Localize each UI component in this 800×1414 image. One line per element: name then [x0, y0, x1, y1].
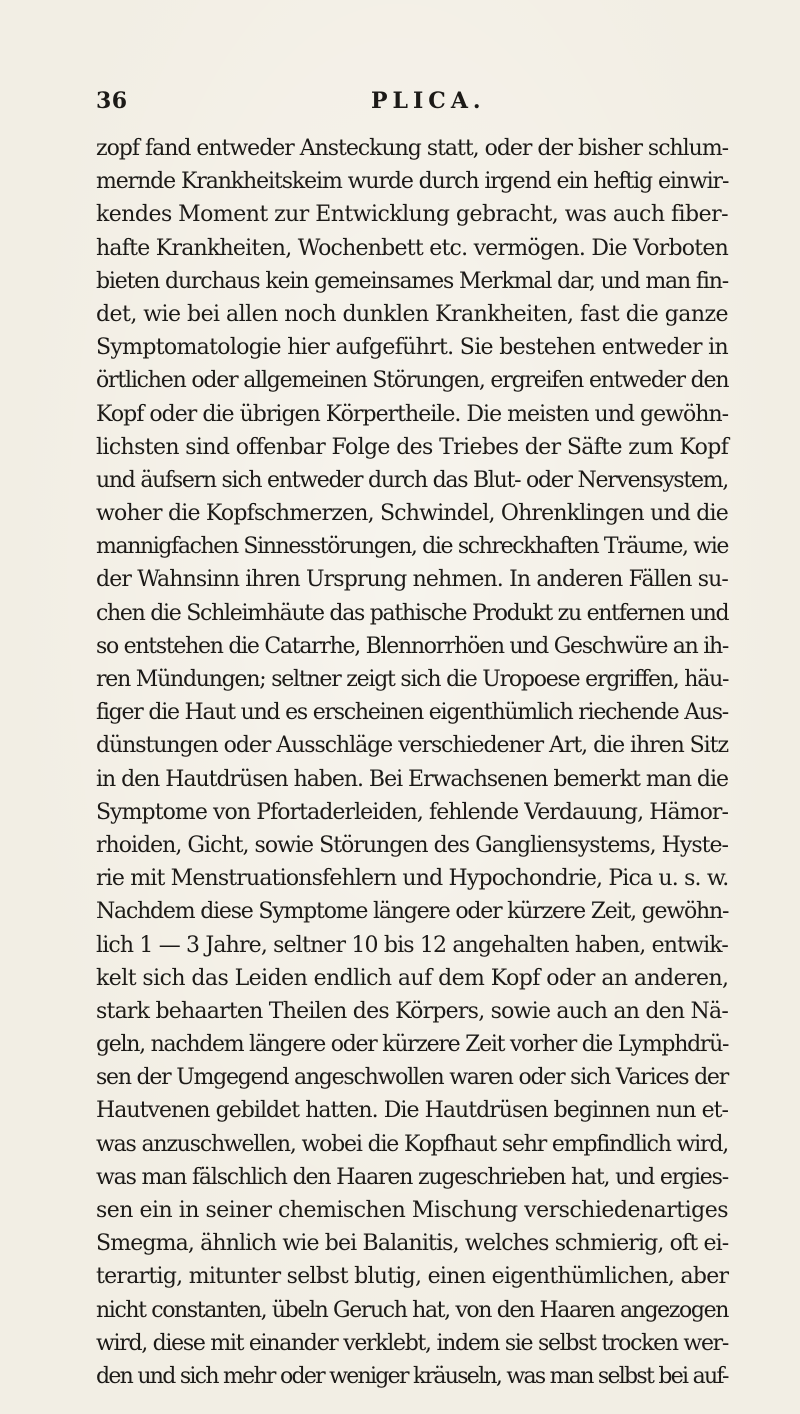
text-line: chen die Schleimhäute das pathische Produkt zu entfernen und: [96, 600, 729, 626]
text-line: Symptome von Pfortaderleiden, fehlende Verdauung, Hämor-: [96, 799, 728, 825]
text-line: figer die Haut und es erscheinen eigenthümlich riechende Aus-: [96, 700, 728, 726]
text-line: lichsten sind offenbar Folge des Triebes der Säfte zum Kopf: [96, 434, 729, 460]
text-line: det, wie bei allen noch dunklen Krankheiten, fast die ganze: [96, 301, 728, 327]
text-line: und äufsern sich entweder durch das Blut- oder Nervensystem,: [96, 467, 728, 493]
text-line: wird, diese mit einander verklebt, indem sie selbst trocken wer-: [96, 1330, 728, 1356]
text-line: in den Hautdrüsen haben. Bei Erwachsenen bemerkt man die: [96, 766, 728, 792]
text-line: örtlichen oder allgemeinen Störungen, ergreifen entweder den: [96, 368, 729, 394]
page-number: 36: [96, 88, 128, 114]
text-line: zopf fand entweder Ansteckung statt, oder der bisher schlum-: [96, 136, 729, 161]
text-line: Nachdem diese Symptome längere oder kürzere Zeit, gewöhn-: [96, 899, 729, 925]
text-line: rhoiden, Gicht, sowie Störungen des Gangliensystems, Hyste-: [96, 832, 728, 858]
text-line: terartig, mitunter selbst blutig, einen eigenthümlichen, aber: [96, 1264, 729, 1290]
text-line: was man fälschlich den Haaren zugeschrieben hat, und ergies-: [96, 1164, 728, 1190]
text-line: sen der Umgegend angeschwollen waren oder sich Varices der: [96, 1065, 728, 1091]
text-line: kendes Moment zur Entwicklung gebracht, was auch fiber-: [96, 202, 728, 228]
text-line: mernde Krankheitskeim wurde durch irgend ein heftig einwir-: [96, 169, 729, 195]
page-header: [96, 88, 716, 118]
text-line: Kopf oder die übrigen Körpertheile. Die meisten und gewöhn-: [96, 401, 729, 427]
text-line: geln, nachdem längere oder kürzere Zeit vorher die Lymphdrü-: [96, 1032, 729, 1058]
text-line: bieten durchaus kein gemeinsames Merkmal dar, und man fin-: [96, 268, 728, 294]
text-line: Hautvenen gebildet hatten. Die Hautdrüsen beginnen nun et-: [96, 1098, 728, 1124]
text-line: ren Mündungen; seltner zeigt sich die Uropoese ergriffen, häu-: [96, 667, 729, 692]
text-line: hafte Krankheiten, Wochenbett etc. vermögen. Die Vorboten: [96, 235, 728, 261]
text-line: dünstungen oder Ausschläge verschiedener Art, die ihren Sitz: [96, 733, 728, 759]
text-line: nicht constanten, übeln Geruch hat, von den Haaren angezogen: [96, 1297, 728, 1323]
text-line: so entstehen die Catarrhe, Blennorrhöen und Geschwüre an ih-: [96, 633, 728, 659]
text-line: Smegma, ähnlich wie bei Balanitis, welches schmierig, oft ei-: [96, 1231, 729, 1257]
text-line: sen ein in seiner chemischen Mischung verschiedenartiges: [96, 1198, 728, 1223]
running-head: PLICA.: [371, 88, 486, 114]
text-line: mannigfachen Sinnesstörungen, die schreckhaften Träume, wie: [96, 534, 728, 560]
text-line: der Wahnsinn ihren Ursprung nehmen. In anderen Fällen su-: [96, 567, 728, 593]
text-line: den und sich mehr oder weniger kräuseln, was man selbst bei auf-: [96, 1363, 728, 1389]
text-line: woher die Kopfschmerzen, Schwindel, Ohrenklingen und die: [96, 501, 728, 527]
text-line: Symptomatologie hier aufgeführt. Sie bestehen entweder in: [96, 335, 728, 361]
text-line: was anzuschwellen, wobei die Kopfhaut sehr empfindlich wird,: [96, 1131, 728, 1157]
text-line: kelt sich das Leiden endlich auf dem Kopf oder an anderen,: [96, 965, 729, 991]
text-line: stark behaarten Theilen des Körpers, sowie auch an den Nä-: [96, 998, 728, 1024]
text-line: lich 1 — 3 Jahre, seltner 10 bis 12 angehalten haben, entwik-: [96, 932, 728, 958]
body-text: [96, 132, 728, 1393]
text-line: rie mit Menstruationsfehlern und Hypochondrie, Pica u. s. w.: [96, 866, 729, 892]
